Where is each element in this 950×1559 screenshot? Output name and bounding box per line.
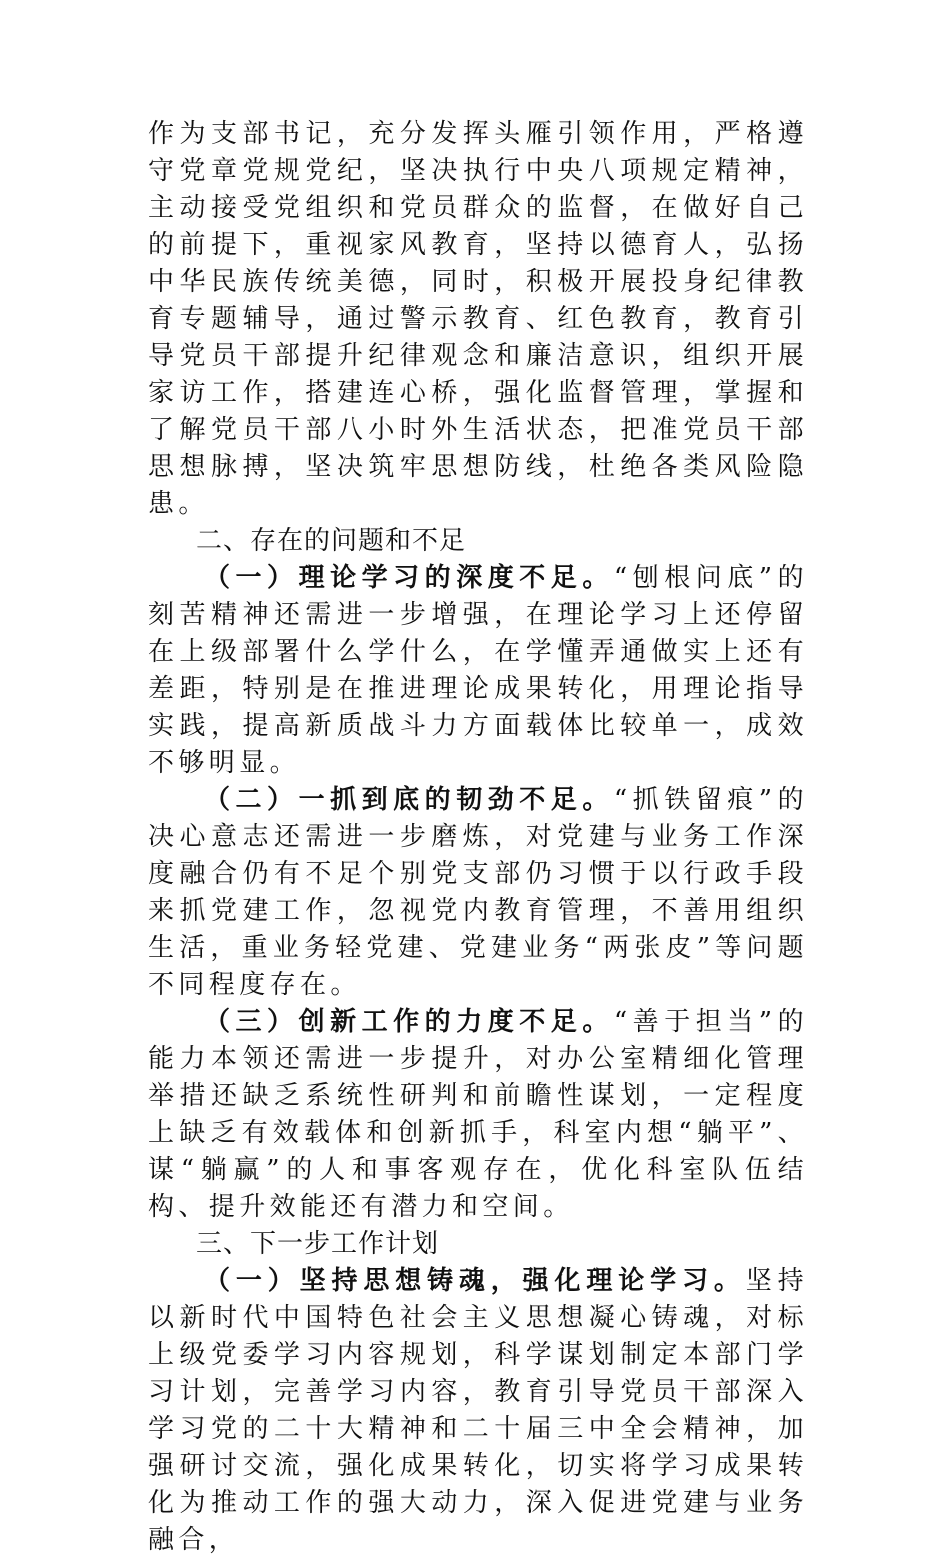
- problem-1-lead: （一）理论学习的深度不足。: [204, 563, 614, 593]
- problem-2-lead: （二）一抓到底的韧劲不足。: [204, 785, 614, 815]
- plan-1-body: 坚持以新时代中国特色社会主义思想凝心铸魂，对标上级党委学习内容规划，科学谋划制定本部门学习计划，完善学习内容，教育引导党员干部深入学习党的二十大精神和二十届三中全会精神，加强研讨交流，强化成果转化，切实将学习成果转化为推动工作的强大动力，深入促进党建与业务融合，: [148, 1266, 808, 1555]
- plan-1-lead: （一）坚持思想铸魂，强化理论学习。: [204, 1266, 746, 1296]
- paragraph-problem-1: [148, 560, 808, 782]
- paragraph-problem-2: [148, 782, 808, 1004]
- problem-3-body: “善于担当”的能力本领还需进一步提升，对办公室精细化管理举措还缺乏系统性研判和前瞻性谋划，一定程度上缺乏有效载体和创新抓手，科室内想“躺平”、谋“躺赢”的人和事客观存在，优化科室队伍结构、提升效能还有潜力和空间。: [148, 1007, 809, 1222]
- paragraph-problem-3: [148, 1004, 808, 1226]
- problem-3-lead: （三）创新工作的力度不足。: [204, 1007, 614, 1037]
- paragraph-plan-1: [148, 1263, 808, 1559]
- section-heading-plan: 三、下一步工作计划: [196, 1229, 440, 1259]
- problem-2-body: “抓铁留痕”的决心意志还需进一步磨炼，对党建与业务工作深度融合仍有不足个别党支部仍习惯于以行政手段来抓党建工作，忽视党内教育管理，不善用组织生活，重业务轻党建、党建业务“两张皮”等问题不同程度存在。: [148, 785, 809, 1000]
- problem-1-body: “刨根问底”的刻苦精神还需进一步增强，在理论学习上还停留在上级部署什么学什么，在学懂弄通做实上还有差距，特别是在推进理论成果转化，用理论指导实践，提高新质战斗力方面载体比较单一，成效不够明显。: [148, 563, 809, 778]
- paragraph-intro: 作为支部书记，充分发挥头雁引领作用，严格遵守党章党规党纪，坚决执行中央八项规定精神，主动接受党组织和党员群众的监督，在做好自己的前提下，重视家风教育，坚持以德育人，弘扬中华民族传统美德，同时，积极开展投身纪律教育专题辅导，通过警示教育、红色教育，教育引导党员干部提升纪律观念和廉洁意识，组织开展家访工作，搭建连心桥，强化监督管理，掌握和了解党员干部八小时外生活状态，把准党员干部思想脉搏，坚决筑牢思想防线，杜绝各类风险隐患。: [148, 119, 808, 519]
- document-page: [148, 116, 808, 1559]
- section-heading-problems: 二、存在的问题和不足: [196, 526, 467, 556]
